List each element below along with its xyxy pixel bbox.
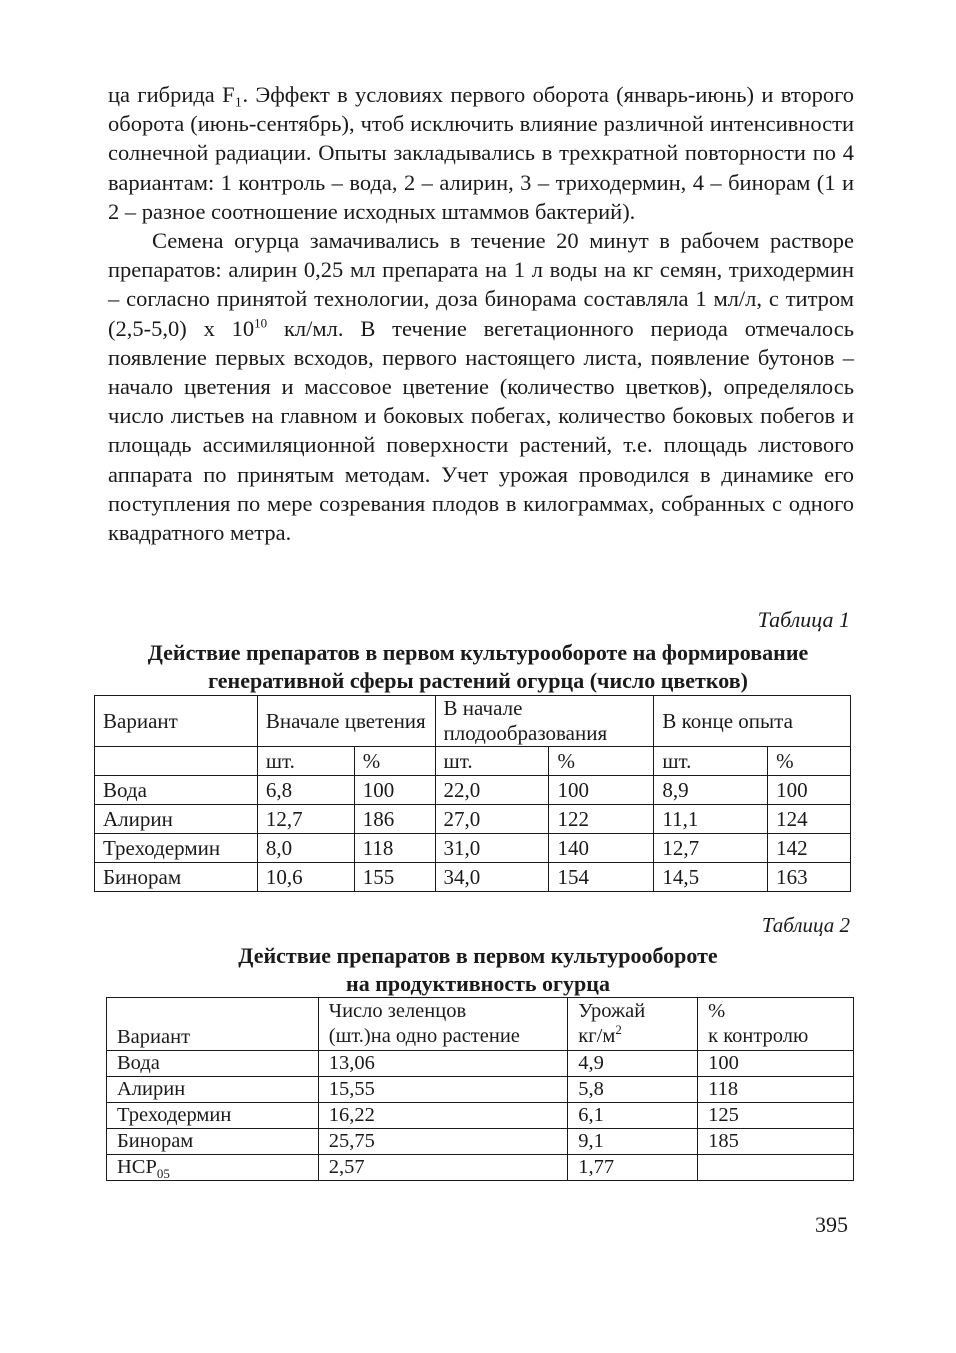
table2-cell: [698, 1155, 854, 1181]
table2-cell: 100: [698, 1051, 854, 1077]
table1-cell: 154: [549, 863, 654, 892]
table2-header-count-line-2: (шт.)на одно растение: [328, 1025, 520, 1047]
table1-cell: 10,6: [257, 863, 354, 892]
table2-header-count: [318, 998, 568, 1051]
table2-yield-unit-text: кг/м: [578, 1025, 616, 1047]
table2-yield-unit-exponent: 2: [615, 1022, 622, 1038]
table1-cell: 122: [549, 805, 654, 834]
table2-header-yield-unit: [578, 1024, 687, 1049]
table1-variant: Алирин: [95, 805, 258, 834]
table1-cell: 14,5: [654, 863, 768, 892]
table2-label: Таблица 2: [761, 913, 850, 937]
table2-cell: 6,1: [568, 1103, 698, 1129]
paragraph-2-part-a: Семена огурца замачивались в течение 20 минут в рабочем растворе препаратов: алирин 0,25 мл препарата на 1 л воды на кг семян, триходермин – согласно принятой технологии, доза бинорама составляла 1 мл/л, с титром (2,5-5,0) х 10: [108, 228, 854, 341]
table1-subheader-pct: %: [549, 747, 654, 776]
table1-cell: 118: [354, 834, 435, 863]
paragraph-1: ца гибрида F₁. Эффект в условиях первого оборота (январь-июнь) и второго оборота (июнь-сентябрь), чтоб исключить влияние различной интенсивности солнечной радиации. Опыты закладывались в трехкратной повторности по 4 вариантам: 1 контроль – вода, 2 – алирин, 3 – триходермин, 4 – бинорам (1 и 2 – разное соотношение исходных штаммов бактерий).: [108, 82, 854, 224]
table1-cell: 6,8: [257, 776, 354, 805]
table-row: [95, 834, 851, 863]
table1-cell: 12,7: [654, 834, 768, 863]
table1-cell: 186: [354, 805, 435, 834]
table1-variant: Треходермин: [95, 834, 258, 863]
table2-variant: Треходермин: [107, 1103, 319, 1129]
table2-title: [100, 942, 856, 998]
table1-variant: Вода: [95, 776, 258, 805]
table1-header-group-3: В конце опыта: [654, 696, 851, 747]
table2-header-count-line-1: Число зеленцов: [328, 1000, 467, 1022]
paragraph-2: [108, 226, 854, 547]
table1-cell: 22,0: [435, 776, 549, 805]
table1-subheader-pct: %: [354, 747, 435, 776]
table2-lsd-subscript: 05: [156, 1166, 170, 1182]
table1-cell: 8,0: [257, 834, 354, 863]
table2-lsd-row: [107, 1155, 854, 1181]
table2-title-line-1: Действие препаратов в первом культурообороте: [238, 943, 718, 968]
table2-cell: 13,06: [318, 1051, 568, 1077]
table1-title: Действие препаратов в первом культурообороте на формирование генеративной сферы растений огурца (число цветков): [147, 640, 809, 693]
table2-header-yield: [568, 998, 698, 1051]
table2-cell: 118: [698, 1077, 854, 1103]
table1-cell: 8,9: [654, 776, 768, 805]
table2-cell: 4,9: [568, 1051, 698, 1077]
table1-cell: 155: [354, 863, 435, 892]
table1-cell: 163: [768, 863, 851, 892]
table2-lsd-label: [107, 1155, 319, 1181]
table-row: [107, 1051, 854, 1077]
table1-cell: 12,7: [257, 805, 354, 834]
table1-subheader-row: [95, 747, 851, 776]
table2-cell: 1,77: [568, 1155, 698, 1181]
table1-cell: 142: [768, 834, 851, 863]
table1-subheader-pct: %: [768, 747, 851, 776]
table2-cell: 9,1: [568, 1129, 698, 1155]
table1-cell: 100: [768, 776, 851, 805]
table1-header-group-1: Вначале цветения: [257, 696, 435, 747]
table2-title-line-2: на продуктивность огурца: [346, 971, 610, 996]
table1-subheader-blank: [95, 747, 258, 776]
table1-label: Таблица 1: [757, 607, 850, 632]
table2-cell: 15,55: [318, 1077, 568, 1103]
table-row: [95, 776, 851, 805]
table2-variant: Алирин: [107, 1077, 319, 1103]
table1-cell: 31,0: [435, 834, 549, 863]
table1-cell: 100: [549, 776, 654, 805]
paragraph-2-part-b: кл/мл. В течение вегетационного периода отмечалось появление первых всходов, первого настоящего листа, появление бутонов – начало цветения и массовое цветение (количество цветков), определялось число листьев на главном и боковых побегах, количество боковых побегов и площадь ассимиляционной поверхности растений, т.е. площадь листового аппарата по принятым методам. Учет урожая проводился в динамике его поступления по мере созревания плодов в килограммах, собранных с одного квадратного метра.: [108, 315, 854, 546]
table1-subheader-pcs: шт.: [654, 747, 768, 776]
table2-variant: Вода: [107, 1051, 319, 1077]
body-text: [108, 80, 854, 547]
table2-header-pct: [698, 998, 854, 1051]
table1-cell: 34,0: [435, 863, 549, 892]
table2-cell: 25,75: [318, 1129, 568, 1155]
table2-header-variant: Вариант: [107, 998, 319, 1051]
table2-header-row: [107, 998, 854, 1051]
table1-header-group-2: В начале плодообразования: [435, 696, 654, 747]
table2-lsd-name: НСР: [117, 1156, 157, 1178]
table2-cell: 16,22: [318, 1103, 568, 1129]
table2-cell: 125: [698, 1103, 854, 1129]
table1-header-row: [95, 696, 851, 747]
table1-cell: 140: [549, 834, 654, 863]
table-row: [95, 863, 851, 892]
table2-cell: 2,57: [318, 1155, 568, 1181]
table2: [106, 997, 854, 1181]
table1-variant: Бинорам: [95, 863, 258, 892]
table-row: [107, 1103, 854, 1129]
table-row: [107, 1077, 854, 1103]
table1-subheader-pcs: шт.: [257, 747, 354, 776]
table1-header-variant: Вариант: [95, 696, 258, 747]
table-row: [95, 805, 851, 834]
page-number: 395: [815, 1212, 848, 1237]
table1-cell: 124: [768, 805, 851, 834]
table1-cell: 27,0: [435, 805, 549, 834]
exponent: 10: [254, 315, 268, 331]
table-row: [107, 1129, 854, 1155]
table2-variant: Бинорам: [107, 1129, 319, 1155]
table2-header-yield-line-1: Урожай: [578, 1000, 646, 1022]
table1-cell: 11,1: [654, 805, 768, 834]
table1: [94, 695, 851, 892]
table2-cell: 185: [698, 1129, 854, 1155]
table2-header-pct-line-1: %: [708, 1000, 726, 1022]
table1-cell: 100: [354, 776, 435, 805]
table2-cell: 5,8: [568, 1077, 698, 1103]
table1-subheader-pcs: шт.: [435, 747, 549, 776]
table2-header-pct-line-2: к контролю: [708, 1025, 809, 1047]
